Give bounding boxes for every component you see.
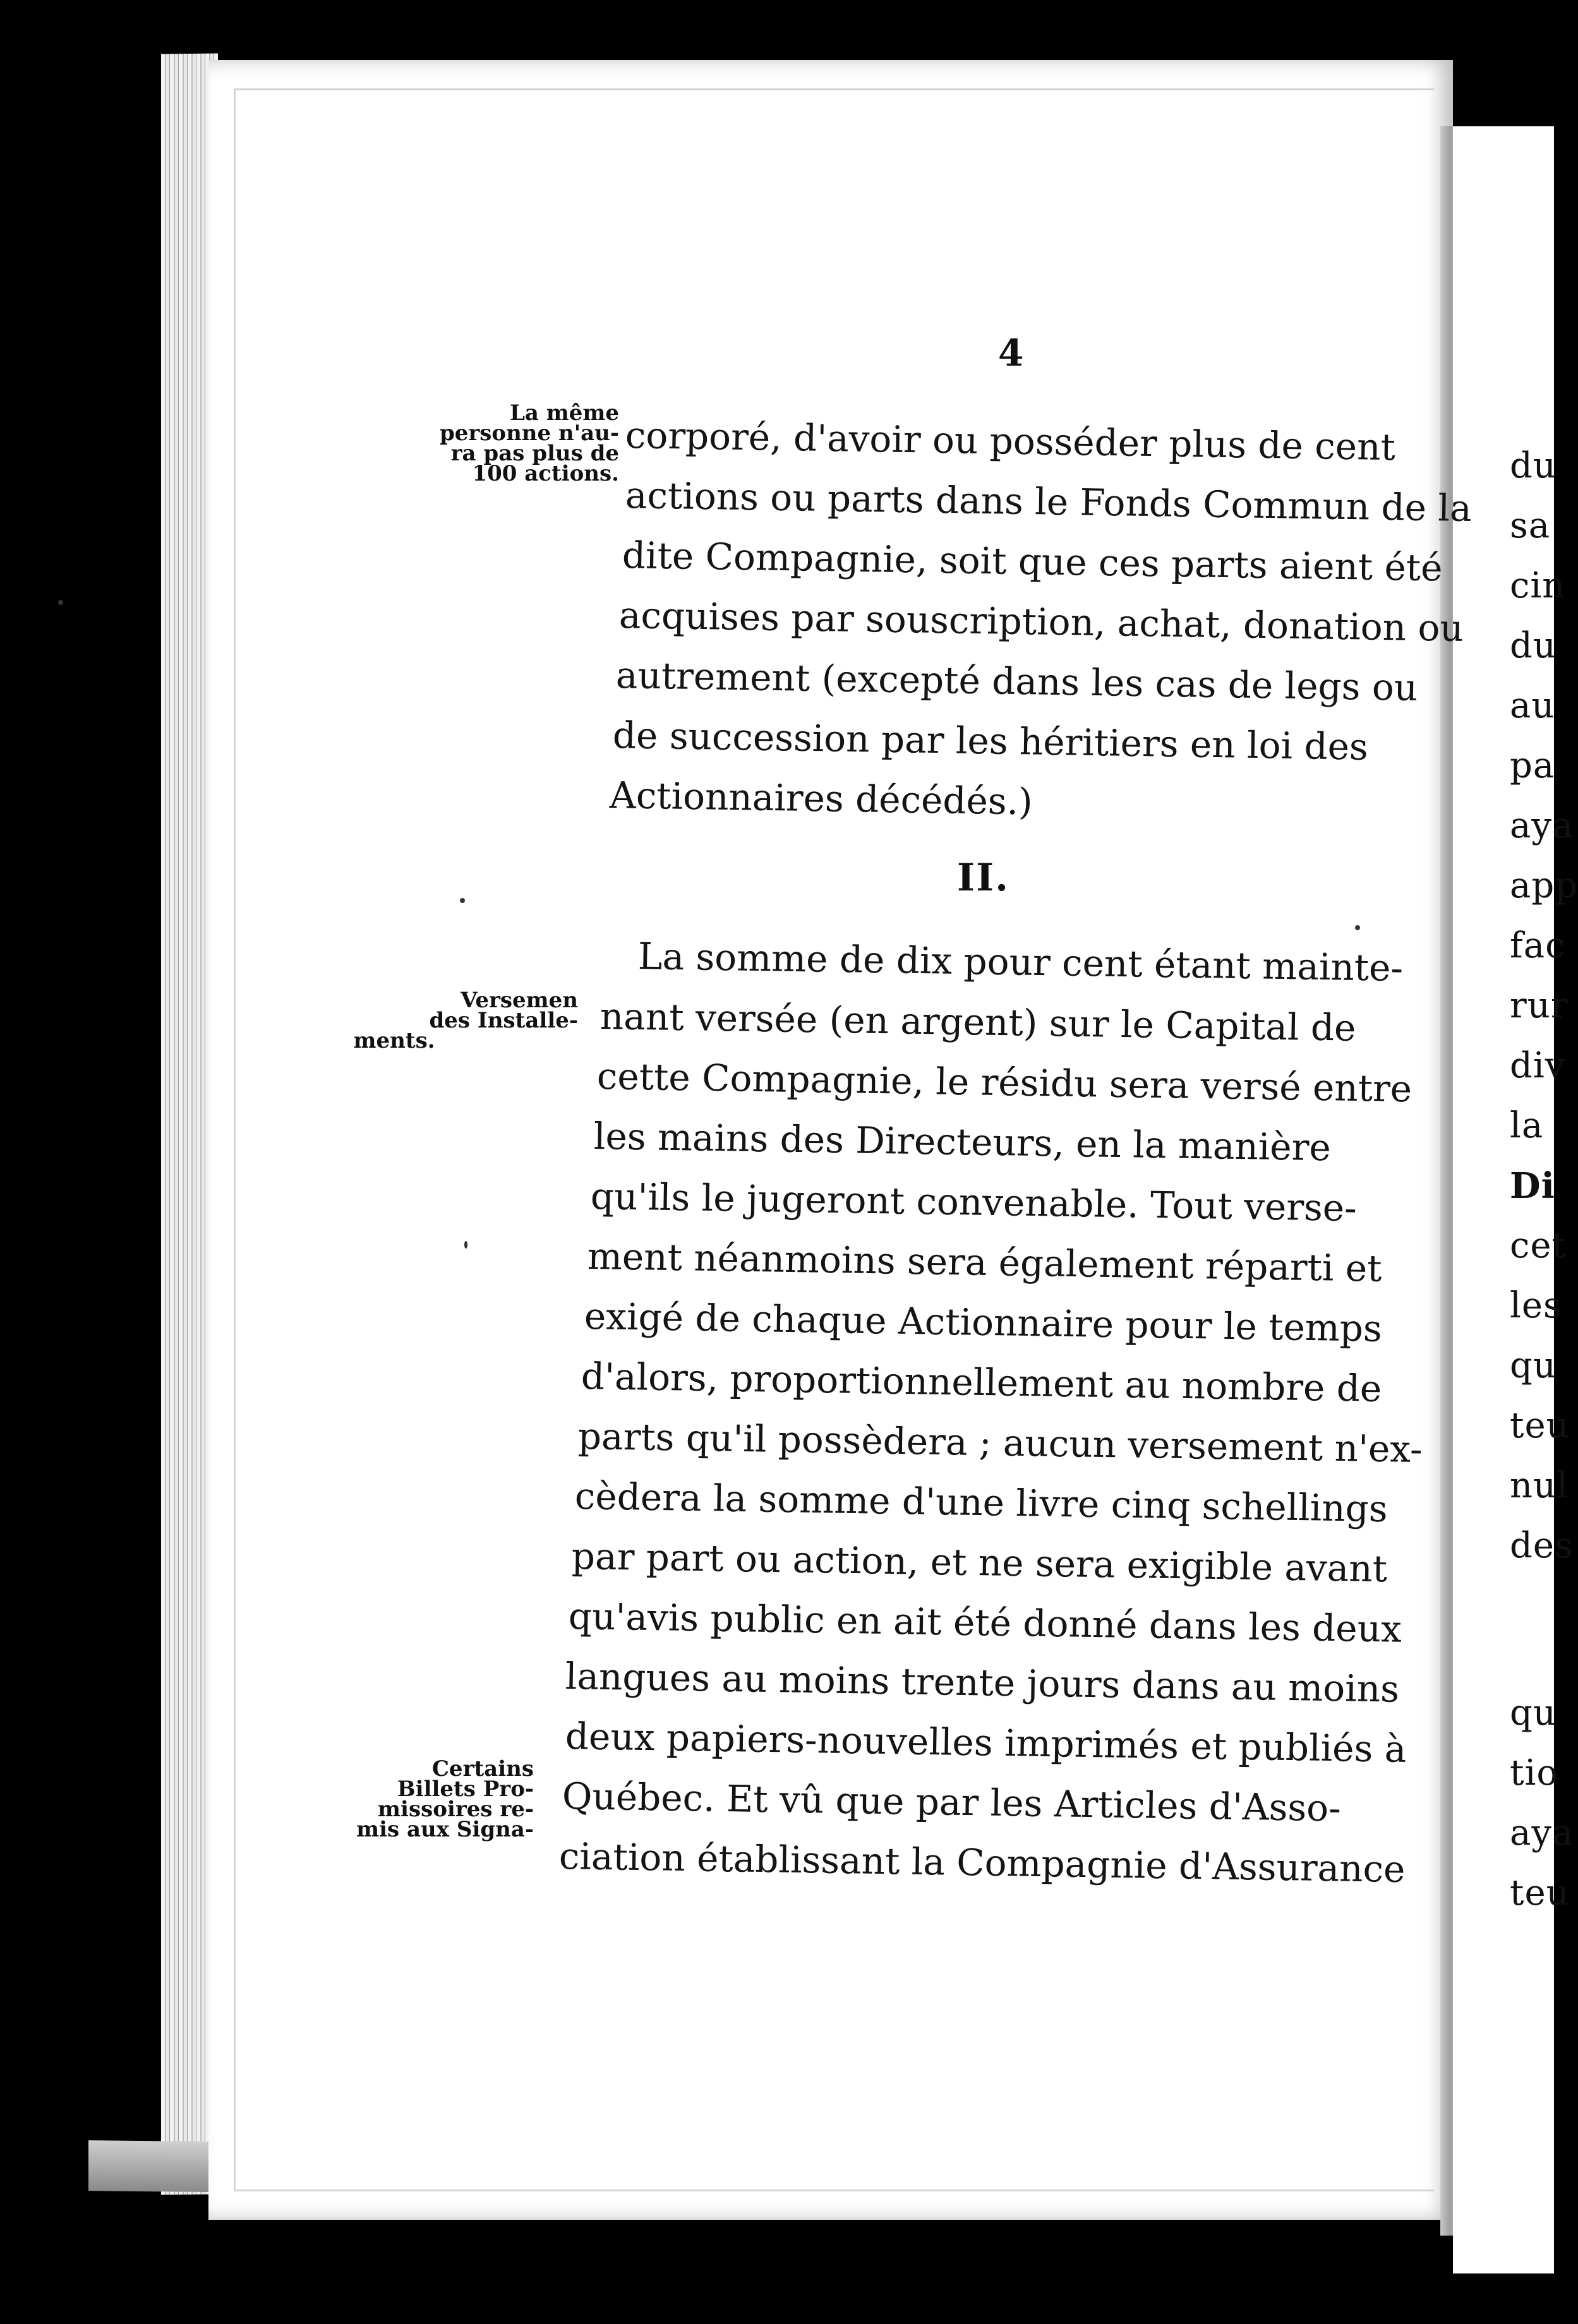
facing-line: teu <box>1510 1405 1570 1446</box>
body-line: cèdera la somme d'une livre cinq schellings <box>574 1475 1388 1531</box>
margin-note-line: Versemen <box>461 988 578 1013</box>
body-line: autrement (excepté dans les cas de legs ou <box>615 654 1418 709</box>
page-number: 4 <box>998 332 1024 374</box>
facing-line: aya <box>1510 805 1574 846</box>
facing-line: cin <box>1510 565 1566 606</box>
section-heading: II. <box>957 856 1010 900</box>
margin-note-promissory-notes <box>356 1756 534 1842</box>
facing-line: cet <box>1510 1225 1567 1266</box>
scan-speck <box>460 898 465 903</box>
facing-line: pa <box>1510 745 1555 786</box>
margin-note-line: Certains <box>431 1756 534 1782</box>
facing-line: aya <box>1510 1812 1574 1854</box>
margin-note-installments <box>353 988 578 1053</box>
body-line: qu'avis public en ait été donné dans les deux <box>568 1595 1402 1651</box>
margin-note-line: mis aux Signa- <box>356 1817 534 1842</box>
facing-line: Di <box>1510 1165 1555 1207</box>
body-line: les mains des Directeurs, en la manière <box>593 1115 1332 1170</box>
body-line: langues au moins trente jours dans au moins <box>565 1655 1400 1711</box>
body-line: deux papiers-nouvelles imprimés et publiés à <box>565 1715 1407 1771</box>
margin-note-line: La même <box>510 400 619 426</box>
margin-note-line: missoires re- <box>378 1797 534 1822</box>
facing-line: qu <box>1510 1345 1557 1386</box>
facing-line: au <box>1510 685 1555 726</box>
margin-note-line: personne n'au- <box>439 421 619 446</box>
body-line: d'alors, proportionnellement au nombre de <box>581 1355 1382 1410</box>
body-line: ciation établissant la Compagnie d'Assurance <box>558 1835 1406 1891</box>
body-line: qu'ils le jugeront convenable. Tout verse- <box>590 1175 1358 1230</box>
body-line: parts qu'il possèdera ; aucun versement n'ex- <box>577 1415 1423 1471</box>
scan-speck <box>464 1241 467 1249</box>
body-line: par part ou action, et ne sera exigible avant <box>571 1535 1388 1591</box>
facing-line: teu <box>1510 1872 1570 1914</box>
facing-line: tio <box>1510 1752 1559 1794</box>
facing-line: la <box>1510 1105 1544 1146</box>
body-line: exigé de chaque Actionnaire pour le temps <box>584 1295 1383 1350</box>
body-line: La somme de dix pour cent étant mainte- <box>637 935 1404 990</box>
margin-note-line: 100 actions. <box>472 461 619 486</box>
body-line: corporé, d'avoir ou posséder plus de cent <box>625 414 1396 469</box>
margin-note-line: ra pas plus de <box>450 441 619 466</box>
facing-line: nul <box>1510 1465 1569 1506</box>
scan-speck <box>1355 925 1360 930</box>
body-line: acquises par souscription, achat, donation ou <box>618 594 1464 650</box>
body-line: cette Compagnie, le résidu sera versé entre <box>596 1055 1412 1111</box>
facing-line: fac <box>1510 925 1566 966</box>
body-line: Actionnaires décédés.) <box>609 774 1033 824</box>
margin-note-line: ments. <box>353 1028 435 1053</box>
scan-speck <box>58 600 63 605</box>
body-line: nant versée (en argent) sur le Capital de <box>599 995 1356 1050</box>
body-line: actions ou parts dans le Fonds Commun de la <box>625 474 1473 530</box>
facing-line: rur <box>1510 985 1569 1026</box>
facing-line: des <box>1510 1525 1574 1566</box>
body-line: de succession par les héritiers en loi des <box>612 714 1369 769</box>
facing-line: sa <box>1510 505 1551 546</box>
body-line: Québec. Et vû que par les Articles d'Asso- <box>562 1775 1342 1830</box>
body-line: dite Compagnie, soit que ces parts aient été <box>622 534 1443 590</box>
facing-line: du <box>1510 445 1557 486</box>
facing-line: du <box>1510 625 1557 666</box>
facing-line: app <box>1510 865 1578 906</box>
margin-note-line: Billets Pro- <box>397 1776 534 1802</box>
body-line: ment néanmoins sera également réparti et <box>587 1235 1383 1290</box>
facing-line: les <box>1510 1285 1562 1326</box>
facing-line: div <box>1510 1045 1566 1086</box>
margin-note-same-person <box>439 400 619 486</box>
margin-note-line: des Installe- <box>429 1008 578 1033</box>
facing-line: qu <box>1510 1692 1557 1734</box>
